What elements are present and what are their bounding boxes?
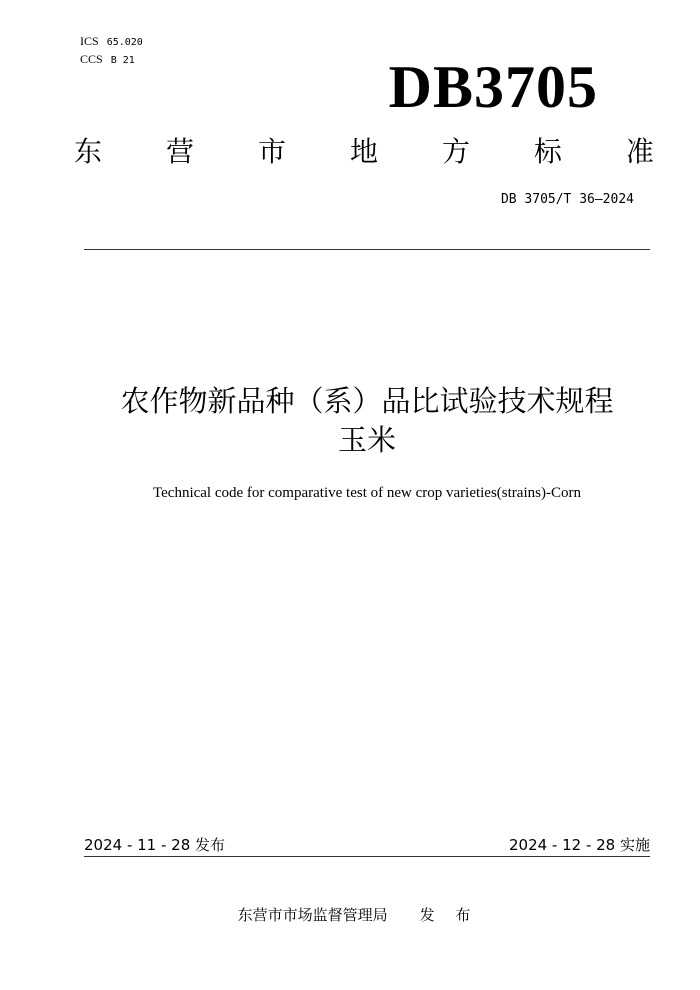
ccs-value: B 21 [110, 55, 135, 66]
ics-label: ICS [80, 34, 99, 48]
title-en: Technical code for comparative test of new crop varieties(strains)-Corn [153, 485, 581, 501]
authority-char: 方 [441, 135, 470, 168]
ics-value: 65.020 [106, 37, 143, 48]
release-date: 2024 - 11 - 28 发布 [84, 836, 226, 854]
ccs-label: CCS [80, 52, 103, 66]
authority-char: 市 [257, 135, 286, 168]
issuer-name: 东营市市场监督管理局 [237, 906, 388, 924]
header-divider [84, 249, 650, 250]
issuer-action: 发 布 [419, 906, 479, 924]
title-cn-line1: 农作物新品种（系）品比试验技术规程 [120, 384, 614, 418]
authority-char: 准 [625, 135, 654, 168]
standard-number: DB 3705/T 36—2024 [500, 192, 634, 207]
ccs-line [80, 53, 135, 67]
footer-divider [84, 856, 650, 857]
authority-name [74, 134, 654, 170]
issuer-line [0, 905, 700, 925]
authority-char: 地 [349, 135, 378, 168]
title-cn-line2: 玉米 [337, 423, 396, 457]
ics-line [80, 35, 143, 49]
standard-code: DB3705 [388, 54, 598, 120]
authority-char: 标 [533, 135, 562, 168]
authority-char: 东 [74, 135, 103, 168]
authority-char: 营 [165, 135, 194, 168]
implement-date: 2024 - 12 - 28 实施 [508, 836, 650, 854]
